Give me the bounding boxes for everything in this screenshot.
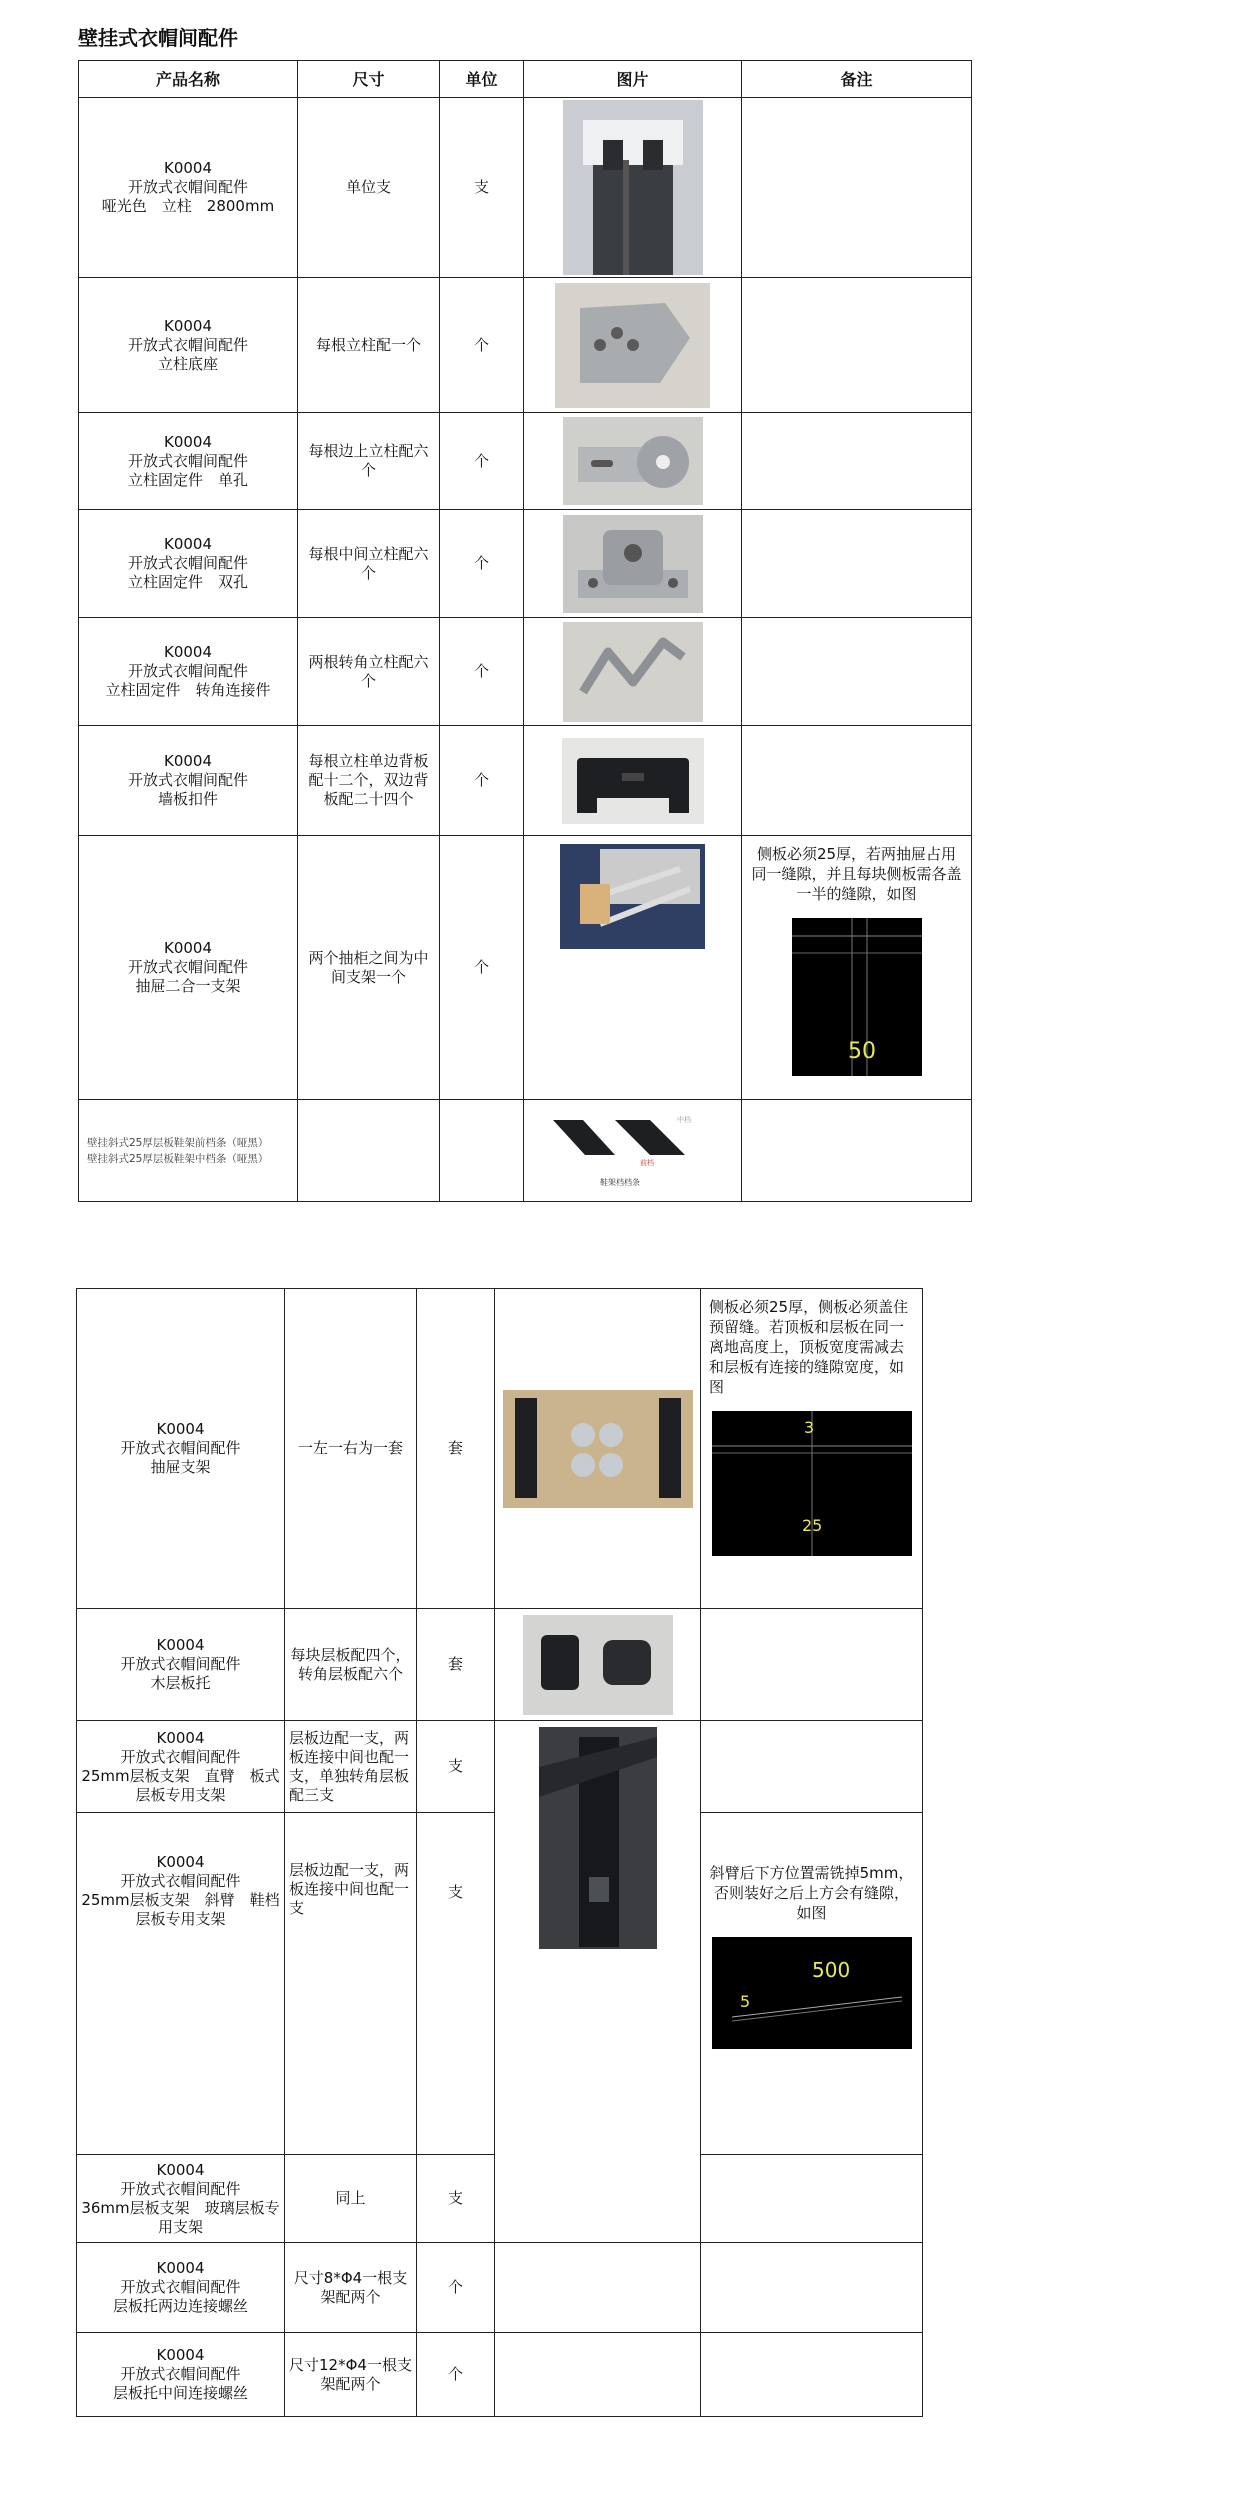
product-image [495, 2243, 701, 2333]
product-name: K0004 开放式衣帽间配件 36mm层板支架 玻璃层板专用支架 [77, 2155, 285, 2243]
header-image: 图片 [524, 61, 742, 98]
table-row [79, 278, 972, 413]
product-name: K0004 开放式衣帽间配件 墙板扣件 [79, 726, 298, 836]
product-image [495, 1609, 701, 1721]
product-size: 层板边配一支，两板连接中间也配一支 [285, 1813, 417, 2155]
shelf-arm-photo [539, 1727, 657, 1949]
table-row [79, 510, 972, 618]
product-image [524, 836, 742, 1100]
product-name: K0004 开放式衣帽间配件 抽屉二合一支架 [79, 836, 298, 1100]
product-size: 每根边上立柱配六个 [298, 413, 440, 510]
drawer-bracket-photo [560, 844, 705, 949]
product-name: K0004 开放式衣帽间配件 立柱固定件 单孔 [79, 413, 298, 510]
drawer-support-kit-photo [503, 1390, 693, 1508]
product-unit: 个 [440, 836, 524, 1100]
upright-post-image [563, 100, 703, 275]
product-size: 一左一右为一套 [285, 1289, 417, 1609]
product-unit: 支 [417, 1813, 495, 2155]
product-unit: 个 [440, 618, 524, 726]
product-unit [440, 1100, 524, 1202]
note-text: 侧板必须25厚，若两抽屉占用同一缝隙，并且每块侧板需各盖一半的缝隙，如图 [751, 845, 962, 903]
header-name: 产品名称 [79, 61, 298, 98]
product-size: 尺寸8*Φ4一根支架配两个 [285, 2243, 417, 2333]
product-unit: 套 [417, 1289, 495, 1609]
product-unit: 支 [417, 1721, 495, 1813]
arm-diagram-500-5 [712, 1937, 912, 2049]
shoe-rack-strip-image [545, 1110, 720, 1192]
table-row [79, 1100, 972, 1202]
product-name: K0004 开放式衣帽间配件 立柱固定件 双孔 [79, 510, 298, 618]
product-unit: 个 [440, 510, 524, 618]
svg-text:前档: 前档 [640, 1158, 654, 1167]
product-note [701, 1721, 923, 1813]
double-hole-bracket-image [563, 515, 703, 613]
svg-text:500: 500 [811, 1958, 850, 1982]
product-unit: 支 [417, 2155, 495, 2243]
gap-diagram-3-25 [712, 1411, 912, 1556]
svg-text:鞋架档档条: 鞋架档档条 [600, 1177, 640, 1187]
table-row [79, 726, 972, 836]
product-image [524, 510, 742, 618]
product-note [742, 726, 972, 836]
product-name: K0004 开放式衣帽间配件 立柱底座 [79, 278, 298, 413]
header-size: 尺寸 [298, 61, 440, 98]
product-name: K0004 开放式衣帽间配件 木层板托 [77, 1609, 285, 1721]
product-unit: 套 [417, 1609, 495, 1721]
table-row [79, 618, 972, 726]
product-size: 单位支 [298, 98, 440, 278]
product-size: 每根中间立柱配六个 [298, 510, 440, 618]
product-size: 两个抽柜之间为中间支架一个 [298, 836, 440, 1100]
product-name: K0004 开放式衣帽间配件 层板托中间连接螺丝 [77, 2333, 285, 2417]
svg-text:5: 5 [739, 1992, 750, 2011]
svg-text:25: 25 [801, 1516, 822, 1535]
accessory-table-2 [76, 1288, 923, 2417]
product-note [701, 1609, 923, 1721]
note-text: 侧板必须25厚，侧板必须盖住预留缝。若顶板和层板在同一离地高度上，顶板宽度需减去和层板有连接的缝隙宽度，如图 [709, 1298, 909, 1396]
header-note: 备注 [742, 61, 972, 98]
product-note [742, 510, 972, 618]
product-image [495, 1289, 701, 1609]
post-base-image [555, 283, 710, 408]
product-unit: 个 [440, 278, 524, 413]
product-image [524, 413, 742, 510]
product-size: 两根转角立柱配六个 [298, 618, 440, 726]
product-name: K0004 开放式衣帽间配件 立柱固定件 转角连接件 [79, 618, 298, 726]
wall-panel-clip-image [562, 738, 704, 824]
svg-text:3: 3 [803, 1418, 814, 1437]
table-row [77, 1289, 923, 1609]
product-note [742, 618, 972, 726]
table-row [79, 413, 972, 510]
product-unit: 个 [440, 413, 524, 510]
product-size: 每块层板配四个，转角层板配六个 [285, 1609, 417, 1721]
product-name: K0004 开放式衣帽间配件 层板托两边连接螺丝 [77, 2243, 285, 2333]
table-row [77, 1609, 923, 1721]
product-image [524, 618, 742, 726]
product-image [495, 2333, 701, 2417]
corner-connector-image [563, 622, 703, 722]
product-size: 每根立柱单边背板配十二个，双边背板配二十四个 [298, 726, 440, 836]
product-size: 每根立柱配一个 [298, 278, 440, 413]
table-row [79, 836, 972, 1100]
gap-diagram-50 [792, 918, 922, 1076]
product-unit: 个 [417, 2333, 495, 2417]
product-image [524, 1100, 742, 1202]
table-row [77, 1721, 923, 1813]
product-note [742, 1100, 972, 1202]
product-note [701, 2243, 923, 2333]
table-row [77, 2333, 923, 2417]
product-note [701, 1813, 923, 2155]
accessory-table-1 [78, 60, 972, 1202]
product-name: K0004 开放式衣帽间配件 25mm层板支架 斜臂 鞋档层板专用支架 [77, 1813, 285, 2155]
note-text: 斜臂后下方位置需铣掉5mm，否则装好之后上方会有缝隙，如图 [709, 1864, 914, 1922]
product-note [742, 836, 972, 1100]
product-unit: 个 [417, 2243, 495, 2333]
product-name: K0004 开放式衣帽间配件 25mm层板支架 直臂 板式层板专用支架 [77, 1721, 285, 1813]
product-size: 同上 [285, 2155, 417, 2243]
product-image [524, 98, 742, 278]
product-size: 层板边配一支，两板连接中间也配一支，单独转角层板配三支 [285, 1721, 417, 1813]
product-unit: 支 [440, 98, 524, 278]
shelf-support-photo [523, 1615, 673, 1715]
product-note [701, 1289, 923, 1609]
header-unit: 单位 [440, 61, 524, 98]
page-title: 壁挂式衣帽间配件 [78, 26, 238, 50]
product-name: K0004 开放式衣帽间配件 哑光色 立柱 2800mm [79, 98, 298, 278]
product-name: K0004 开放式衣帽间配件 抽屉支架 [77, 1289, 285, 1609]
product-note [742, 98, 972, 278]
product-note [742, 413, 972, 510]
product-size: 尺寸12*Φ4一根支架配两个 [285, 2333, 417, 2417]
product-note [701, 2155, 923, 2243]
svg-text:50: 50 [847, 1039, 876, 1064]
product-image [524, 278, 742, 413]
table-row [79, 98, 972, 278]
single-hole-bracket-image [563, 417, 703, 505]
table-row [77, 2243, 923, 2333]
product-unit: 个 [440, 726, 524, 836]
product-name: 壁挂斜式25厚层板鞋架前档条（哑黑） 壁挂斜式25厚层板鞋架中档条（哑黑） [79, 1100, 298, 1202]
product-image [524, 726, 742, 836]
product-image [495, 1721, 701, 2243]
table-header-row [79, 61, 972, 98]
svg-text:中档: 中档 [677, 1115, 691, 1124]
product-note [742, 278, 972, 413]
product-size [298, 1100, 440, 1202]
product-note [701, 2333, 923, 2417]
